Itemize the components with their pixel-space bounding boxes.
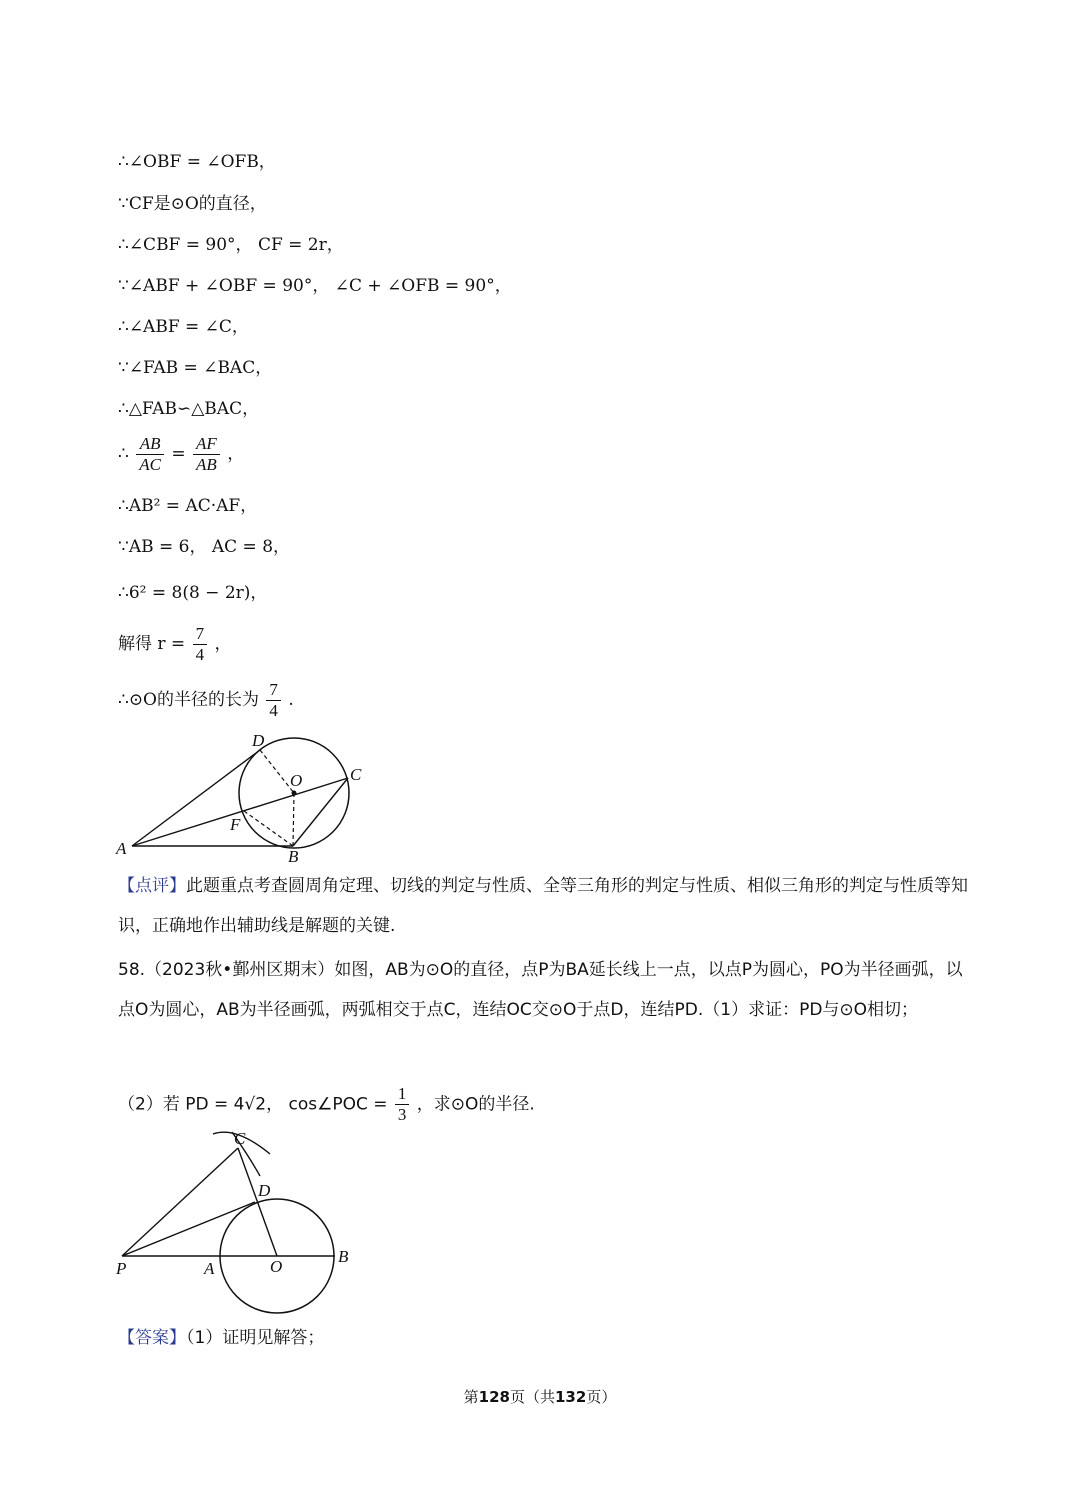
fraction-numerator: 1 bbox=[395, 1084, 410, 1105]
solution-line-fraction bbox=[118, 434, 244, 475]
label-f: F bbox=[230, 815, 241, 834]
solution-line: ∵CF是⊙O的直径， bbox=[118, 194, 267, 214]
fraction bbox=[395, 1084, 410, 1125]
label-b: B bbox=[338, 1247, 349, 1266]
segment-oc bbox=[238, 1148, 277, 1256]
center-point-o bbox=[292, 791, 297, 796]
fraction-denominator: AB bbox=[196, 455, 217, 474]
comment-block bbox=[118, 866, 968, 946]
label-p: P bbox=[116, 1259, 127, 1278]
solution-line: ∴6² = 8(8 − 2r)， bbox=[118, 583, 268, 603]
geometry-figure-2 bbox=[110, 1128, 370, 1318]
fraction-denominator: AC bbox=[139, 455, 161, 474]
comment-text: 此题重点考查圆周角定理、切线的判定与性质、全等三角形的判定与性质、相似三角形的判定与性质等知识，正确地作出辅助线是解题的关键. bbox=[118, 876, 968, 936]
fraction bbox=[193, 624, 208, 665]
label-d: D bbox=[258, 1181, 271, 1200]
segment-ac bbox=[132, 778, 348, 846]
fraction bbox=[193, 434, 220, 475]
label-o: O bbox=[270, 1257, 283, 1276]
answer-block bbox=[118, 1318, 968, 1358]
equals-sign: = bbox=[171, 444, 186, 464]
dashed-ob bbox=[293, 793, 294, 846]
footer-post: 页） bbox=[586, 1388, 617, 1406]
solution-line-fraction bbox=[118, 624, 232, 665]
problem-58-part2 bbox=[118, 1084, 535, 1125]
comment-tag: 【点评】 bbox=[118, 876, 186, 896]
footer-mid: 页（共 bbox=[509, 1388, 555, 1406]
label-d: D bbox=[252, 731, 265, 750]
answer-tag: 【答案】 bbox=[118, 1328, 186, 1348]
solution-line: ∴AB² = AC·AF， bbox=[118, 496, 258, 516]
total-page-number: 132 bbox=[555, 1388, 587, 1406]
fraction-denominator: 3 bbox=[397, 1105, 407, 1124]
fraction-prefix: ∴⊙O的半径的长为 bbox=[118, 690, 259, 710]
label-c: C bbox=[234, 1129, 246, 1148]
footer-pre: 第 bbox=[463, 1388, 479, 1406]
solution-line-fraction bbox=[118, 680, 294, 721]
label-a: A bbox=[116, 839, 127, 858]
label-b: B bbox=[288, 847, 299, 866]
part2-prefix: （2）若 PD = 4√2， cos∠POC = bbox=[118, 1094, 388, 1115]
fraction-denominator: 4 bbox=[269, 701, 278, 720]
fraction-denominator: 4 bbox=[195, 645, 205, 664]
label-a: A bbox=[204, 1259, 215, 1278]
fraction-suffix: . bbox=[288, 690, 294, 710]
fraction-suffix: ， bbox=[214, 634, 232, 654]
fraction-suffix: ， bbox=[227, 444, 245, 464]
dashed-od bbox=[260, 750, 294, 793]
fraction-numerator: AB bbox=[136, 434, 164, 455]
solution-line: ∵∠ABF + ∠OBF = 90°， ∠C + ∠OFB = 90°， bbox=[118, 276, 512, 296]
page-footer bbox=[0, 1386, 1080, 1407]
part2-suffix: ，求⊙O的半径. bbox=[416, 1094, 535, 1115]
fraction-numerator: AF bbox=[193, 434, 220, 455]
solution-line: ∴△FAB∽△BAC， bbox=[118, 399, 260, 419]
solution-line: ∴∠CBF = 90°， CF = 2r， bbox=[118, 235, 344, 255]
current-page-number: 128 bbox=[478, 1388, 510, 1406]
geometry-figure-1 bbox=[110, 728, 370, 868]
answer-text: （1）证明见解答； bbox=[186, 1328, 325, 1348]
fraction-prefix: ∴ bbox=[118, 444, 129, 464]
solution-line: ∴∠OBF = ∠OFB， bbox=[118, 152, 276, 172]
problem-58: 58.（2023秋•鄞州区期末）如图，AB为⊙O的直径，点P为BA延长线上一点，以点P为圆心，PO为半径画弧，以点O为圆心，AB为半径画弧，两弧相交于点C，连结OC交⊙O于点D，连结PD.（1）求证：PD与⊙O相切； bbox=[118, 960, 963, 1020]
fraction-prefix: 解得 r = bbox=[118, 634, 186, 654]
segment-pd bbox=[122, 1202, 255, 1256]
segment-ad bbox=[132, 750, 260, 846]
solution-line: ∵AB = 6， AC = 8， bbox=[118, 537, 291, 557]
label-o: O bbox=[290, 771, 303, 790]
solution-line: ∴∠ABF = ∠C， bbox=[118, 317, 249, 337]
fraction-numerator: 7 bbox=[193, 624, 208, 645]
segment-pc bbox=[122, 1148, 238, 1256]
fraction-numerator: 7 bbox=[266, 680, 281, 701]
label-c: C bbox=[350, 765, 362, 784]
fraction bbox=[136, 434, 164, 475]
fraction bbox=[266, 680, 281, 721]
solution-line: ∵∠FAB = ∠BAC， bbox=[118, 358, 273, 378]
